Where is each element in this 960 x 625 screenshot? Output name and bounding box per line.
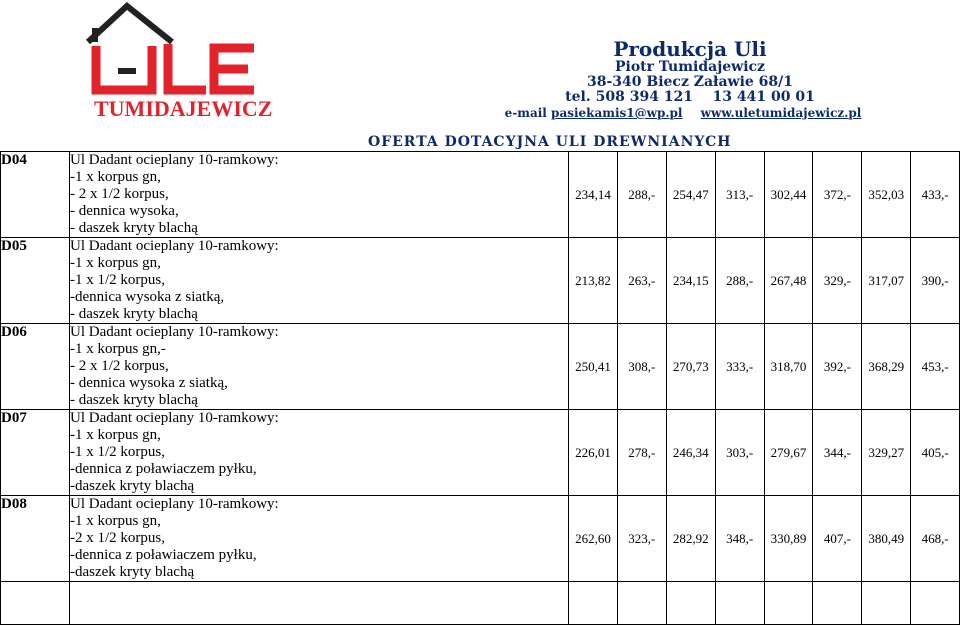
price-cell: 380,49	[862, 496, 911, 582]
offer-table	[0, 151, 960, 625]
price-cell: 254,47	[666, 152, 715, 238]
description-line: -dennica z poławiaczem pyłku,	[70, 461, 257, 477]
description-line: - daszek kryty blachą	[70, 220, 198, 236]
product-description	[70, 152, 569, 238]
address: 38-340 Biecz Załawie 68/1	[586, 74, 794, 90]
product-code: D07	[1, 410, 70, 496]
table-row	[1, 238, 960, 324]
table-row	[1, 324, 960, 410]
empty-cell	[764, 582, 813, 625]
table-row	[1, 496, 960, 582]
price-cell: 344,-	[813, 410, 862, 496]
price-cell: 302,44	[764, 152, 813, 238]
empty-cell	[666, 582, 715, 625]
description-line: - daszek kryty blachą	[70, 306, 198, 322]
price-cell: 352,03	[862, 152, 911, 238]
logo-name: TUMIDAJEWICZ	[94, 96, 273, 121]
email-label: e-mail	[504, 106, 547, 120]
price-cell: 433,-	[911, 152, 960, 238]
email-link[interactable]: pasiekamis1@wp.pl	[551, 106, 683, 120]
price-cell: 267,48	[764, 238, 813, 324]
price-cell: 330,89	[764, 496, 813, 582]
contact-block	[470, 38, 910, 121]
description-line: -1 x 1/2 korpus,	[70, 444, 165, 460]
description-line: -daszek kryty blachą	[70, 478, 195, 494]
empty-cell	[1, 582, 70, 625]
price-cell: 279,67	[764, 410, 813, 496]
price-cell: 333,-	[715, 324, 764, 410]
description-line: -1 x korpus gn,-	[70, 341, 166, 357]
product-code: D04	[1, 152, 70, 238]
price-cell: 278,-	[617, 410, 666, 496]
price-cell: 303,-	[715, 410, 764, 496]
product-description	[70, 238, 569, 324]
logo-house-icon	[82, 2, 282, 102]
empty-cell	[813, 582, 862, 625]
description-line: Ul Dadant ocieplany 10-ramkowy:	[70, 238, 279, 254]
price-cell: 234,15	[666, 238, 715, 324]
description-line: - dennica wysoka z siatką,	[70, 375, 228, 391]
price-cell: 213,82	[569, 238, 618, 324]
empty-cell	[569, 582, 618, 625]
price-cell: 313,-	[715, 152, 764, 238]
contact-links	[470, 105, 910, 121]
description-line: -1 x korpus gn,	[70, 169, 161, 185]
price-cell: 263,-	[617, 238, 666, 324]
product-code: D08	[1, 496, 70, 582]
price-cell: 270,73	[666, 324, 715, 410]
company-name: Produkcja Uli	[613, 37, 767, 61]
price-cell: 288,-	[617, 152, 666, 238]
empty-cell	[617, 582, 666, 625]
offer-heading: OFERTA DOTACYJNA ULI DREWNIANYCH	[368, 134, 732, 150]
price-cell: 262,60	[569, 496, 618, 582]
description-line: -1 x korpus gn,	[70, 513, 161, 529]
empty-cell	[911, 582, 960, 625]
price-cell: 317,07	[862, 238, 911, 324]
price-cell: 250,41	[569, 324, 618, 410]
price-cell: 282,92	[666, 496, 715, 582]
description-line: -daszek kryty blachą	[70, 564, 195, 580]
price-cell: 405,-	[911, 410, 960, 496]
price-cell: 246,34	[666, 410, 715, 496]
description-line: Ul Dadant ocieplany 10-ramkowy:	[70, 410, 279, 426]
price-cell: 288,-	[715, 238, 764, 324]
empty-cell	[70, 582, 569, 625]
product-code: D05	[1, 238, 70, 324]
price-cell: 372,-	[813, 152, 862, 238]
empty-row	[1, 582, 960, 625]
description-line: -2 x 1/2 korpus,	[70, 530, 165, 546]
description-line: - dennica wysoka,	[70, 203, 179, 219]
table-row	[1, 410, 960, 496]
description-line: -1 x korpus gn,	[70, 255, 161, 271]
price-cell: 323,-	[617, 496, 666, 582]
website-link[interactable]: www.uletumidajewicz.pl	[700, 106, 862, 120]
description-line: -dennica z poławiaczem pyłku,	[70, 547, 257, 563]
product-description	[70, 324, 569, 410]
price-cell: 368,29	[862, 324, 911, 410]
price-cell: 392,-	[813, 324, 862, 410]
price-cell: 468,-	[911, 496, 960, 582]
price-cell: 318,70	[764, 324, 813, 410]
description-line: - daszek kryty blachą	[70, 392, 198, 408]
description-line: -1 x korpus gn,	[70, 427, 161, 443]
price-cell: 308,-	[617, 324, 666, 410]
description-line: -dennica wysoka z siatką,	[70, 289, 225, 305]
price-cell: 407,-	[813, 496, 862, 582]
description-line: - 2 x 1/2 korpus,	[70, 358, 169, 374]
company-logo	[82, 2, 282, 122]
price-cell: 453,-	[911, 324, 960, 410]
offer-table-body	[1, 152, 960, 625]
price-cell: 348,-	[715, 496, 764, 582]
owner-name: Piotr Tumidajewicz	[614, 59, 766, 75]
product-code: D06	[1, 324, 70, 410]
description-line: Ul Dadant ocieplany 10-ramkowy:	[70, 324, 279, 340]
product-description	[70, 496, 569, 582]
table-row	[1, 152, 960, 238]
empty-cell	[862, 582, 911, 625]
empty-cell	[715, 582, 764, 625]
price-cell: 234,14	[569, 152, 618, 238]
price-cell: 390,-	[911, 238, 960, 324]
phone: tel. 508 394 121 13 441 00 01	[565, 89, 815, 105]
price-cell: 329,27	[862, 410, 911, 496]
description-line: -1 x 1/2 korpus,	[70, 272, 165, 288]
description-line: - 2 x 1/2 korpus,	[70, 186, 169, 202]
description-line: Ul Dadant ocieplany 10-ramkowy:	[70, 496, 279, 512]
product-description	[70, 410, 569, 496]
description-line: Ul Dadant ocieplany 10-ramkowy:	[70, 152, 279, 168]
price-cell: 329,-	[813, 238, 862, 324]
price-cell: 226,01	[569, 410, 618, 496]
